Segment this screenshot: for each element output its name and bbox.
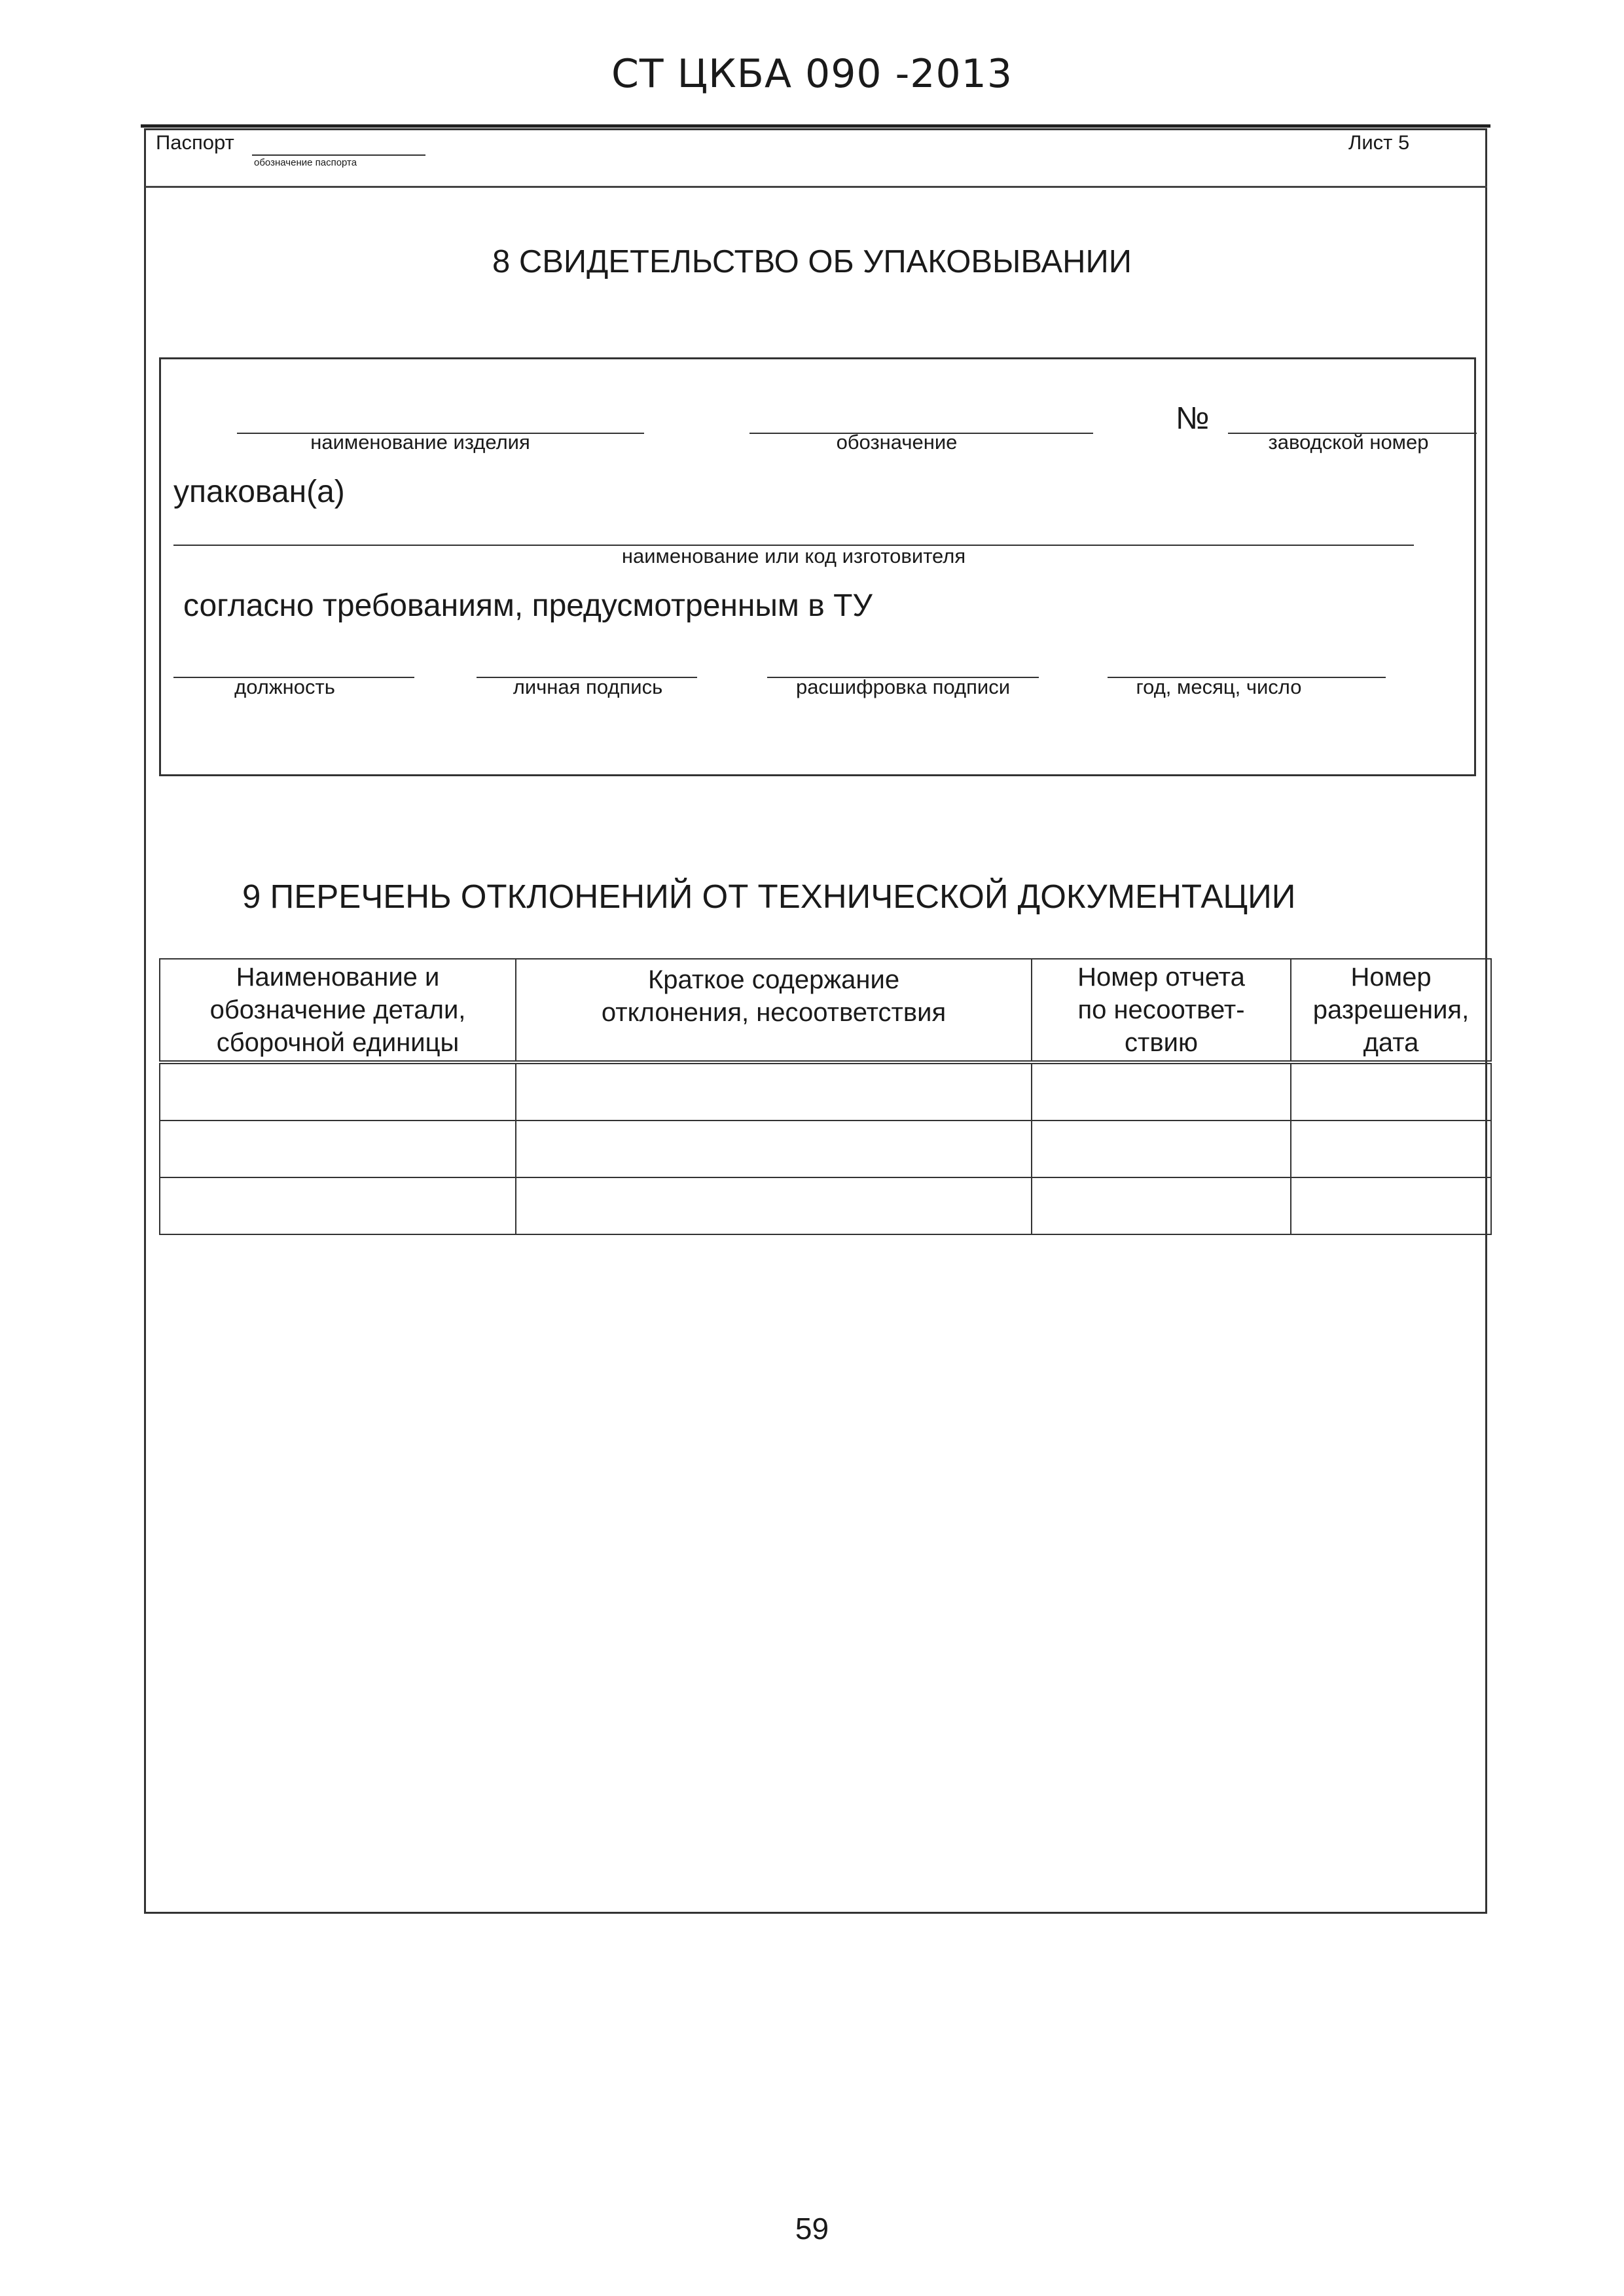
- table-cell[interactable]: [1291, 1177, 1491, 1234]
- header-line: ствию: [1125, 1028, 1198, 1057]
- header-divider: [145, 186, 1487, 188]
- header-line: по несоответ-: [1077, 996, 1245, 1024]
- table-cell[interactable]: [160, 1121, 516, 1177]
- serial-number-caption: заводской номер: [1268, 431, 1429, 454]
- packed-text: упакован(а): [173, 475, 345, 509]
- header-line: отклонения, несоответствия: [601, 998, 947, 1027]
- header-line: Наименование и: [236, 963, 440, 992]
- section9-title: 9 ПЕРЕЧЕНЬ ОТКЛОНЕНИЙ ОТ ТЕХНИЧЕСКОЙ ДОКУМЕНТАЦИИ: [242, 878, 1296, 915]
- table-cell[interactable]: [516, 1062, 1032, 1121]
- requirements-text: согласно требованиям, предусмотренным в ТУ: [183, 588, 873, 623]
- column-header-part-name: [160, 959, 516, 1062]
- section8-title: 8 СВИДЕТЕЛЬСТВО ОБ УПАКОВЫВАНИИ: [492, 244, 1132, 279]
- document-code: СТ ЦКБА 090 -2013: [611, 51, 1013, 97]
- table-cell[interactable]: [160, 1062, 516, 1121]
- sheet-number-label: Лист 5: [1348, 131, 1410, 154]
- manufacturer-caption: наименование или код изготовителя: [621, 545, 966, 567]
- passport-label: Паспорт: [156, 131, 234, 154]
- deviations-table: [159, 958, 1492, 1235]
- table-row: [160, 1177, 1491, 1234]
- header-line: Краткое содержание: [647, 965, 900, 994]
- header-line: разрешения,: [1312, 996, 1470, 1024]
- position-caption: должность: [234, 675, 335, 698]
- frame-top-border: [141, 124, 1490, 128]
- column-header-deviation-summary: [516, 959, 1032, 1062]
- designation-caption: обозначение: [836, 431, 958, 454]
- table-cell[interactable]: [516, 1121, 1032, 1177]
- passport-sublabel: обозначение паспорта: [254, 157, 357, 168]
- page-number: 59: [795, 2212, 829, 2246]
- table-cell[interactable]: [516, 1177, 1032, 1234]
- date-caption: год, месяц, число: [1136, 675, 1302, 698]
- number-sign: №: [1176, 401, 1210, 436]
- table-cell[interactable]: [1291, 1121, 1491, 1177]
- table-cell[interactable]: [1032, 1121, 1291, 1177]
- table-cell[interactable]: [1291, 1062, 1491, 1121]
- table-cell[interactable]: [1032, 1177, 1291, 1234]
- product-name-caption: наименование изделия: [310, 431, 530, 454]
- table-row: [160, 1121, 1491, 1177]
- signature-decode-caption: расшифровка подписи: [795, 675, 1011, 698]
- header-line: обозначение детали,: [209, 996, 466, 1024]
- table-row: [160, 1062, 1491, 1121]
- header-line: Номер: [1350, 963, 1432, 992]
- table-header-row: [160, 959, 1491, 1062]
- header-line: Номер отчета: [1077, 963, 1245, 992]
- passport-underline: [252, 154, 425, 156]
- table-cell[interactable]: [1032, 1062, 1291, 1121]
- header-line: сборочной единицы: [216, 1028, 460, 1057]
- column-header-permit-number: [1291, 959, 1491, 1062]
- signature-caption: личная подпись: [513, 675, 663, 698]
- header-line: дата: [1363, 1028, 1419, 1057]
- column-header-report-number: [1032, 959, 1291, 1062]
- table-cell[interactable]: [160, 1177, 516, 1234]
